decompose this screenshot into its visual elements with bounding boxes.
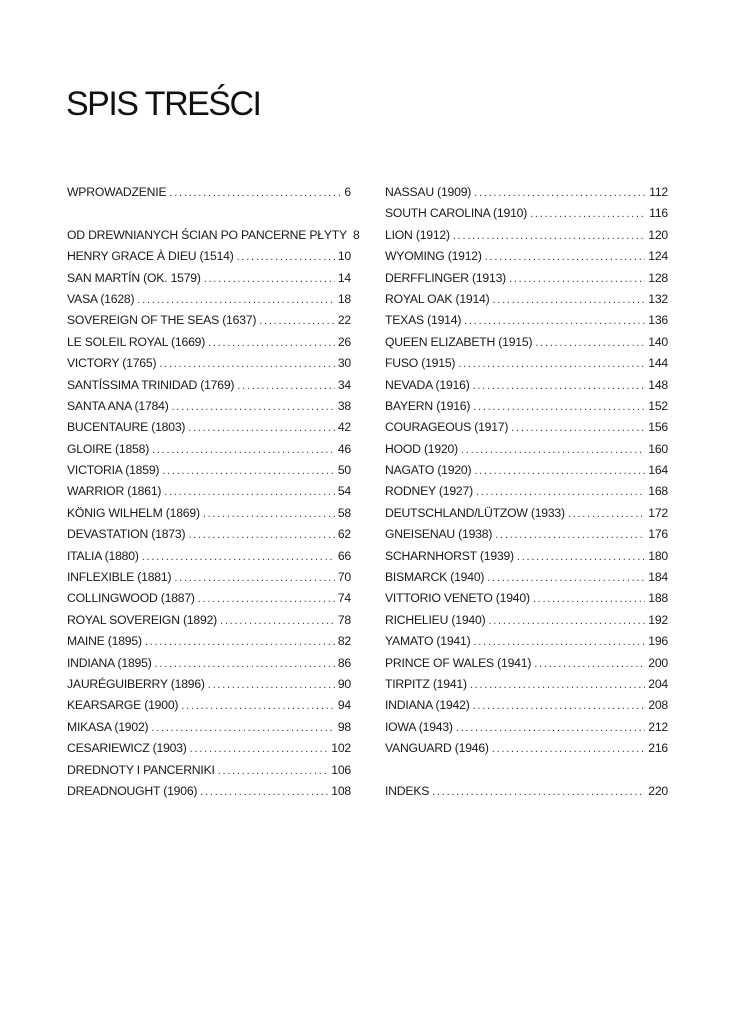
- toc-entry-page-number: 212: [648, 719, 668, 734]
- toc-entry-page-number: 10: [337, 249, 351, 264]
- toc-entry-page-number: 82: [337, 634, 351, 649]
- toc-entry: [67, 185, 351, 206]
- toc-entry-title: FUSO (1915): [385, 356, 456, 371]
- dot-leader: [169, 187, 341, 199]
- toc-entry-title: LION (1912): [385, 227, 450, 242]
- dot-leader: [530, 208, 646, 220]
- toc-entry-page-number: 156: [648, 420, 668, 435]
- toc-entry-title: GLOIRE (1858): [67, 441, 150, 456]
- dot-leader: [461, 444, 645, 456]
- toc-entry-page-number: 168: [648, 484, 668, 499]
- toc-entry-title: HOOD (1920): [385, 441, 458, 456]
- toc-entry: [67, 399, 351, 420]
- toc-entry-title: QUEEN ELIZABETH (1915): [385, 334, 533, 349]
- toc-entry-page-number: 124: [648, 249, 668, 264]
- toc-entry: [67, 335, 351, 356]
- toc-entry: [67, 463, 351, 484]
- toc-entry-page-number: 164: [648, 463, 668, 478]
- toc-entry: [67, 763, 351, 784]
- dot-leader: [190, 743, 329, 755]
- toc-entry: [67, 271, 351, 292]
- toc-entry-page-number: 30: [337, 356, 351, 371]
- toc-entry: [67, 656, 351, 677]
- toc-entry-title: INDEKS: [385, 783, 430, 798]
- toc-entry-title: VITTORIO VENETO (1940): [385, 591, 530, 606]
- dot-leader: [164, 486, 335, 498]
- dot-leader: [152, 444, 335, 456]
- toc-entry-page-number: 106: [331, 762, 351, 777]
- toc-entry: [385, 185, 668, 206]
- toc-entry: [385, 591, 668, 612]
- toc-entry-page-number: 116: [649, 206, 668, 221]
- toc-entry: [385, 506, 668, 527]
- toc-entry-title: COLLINGWOOD (1887): [67, 591, 195, 606]
- dot-leader: [142, 551, 335, 563]
- toc-entry-page-number: 160: [648, 441, 668, 456]
- toc-entry-page-number: 66: [337, 548, 351, 563]
- dot-leader: [151, 722, 334, 734]
- dot-leader: [204, 273, 335, 285]
- toc-entry: [385, 206, 668, 227]
- toc-entry-page-number: 78: [337, 612, 351, 627]
- toc-entry: [385, 335, 668, 356]
- toc-entry-title: DREDNOTY I PANCERNIKI: [67, 762, 215, 777]
- toc-entry-title: MAINE (1895): [67, 634, 142, 649]
- dot-leader: [198, 593, 335, 605]
- dot-leader: [208, 679, 335, 691]
- toc-entry-page-number: 18: [337, 291, 351, 306]
- toc-entry-title: WARRIOR (1861): [67, 484, 162, 499]
- toc-entry: [67, 227, 360, 249]
- dot-leader: [495, 529, 645, 541]
- toc-entry: [67, 698, 351, 719]
- toc-entry-page-number: 140: [648, 334, 668, 349]
- toc-entry-title: DERFFLINGER (1913): [385, 270, 507, 285]
- toc-entry: [385, 313, 668, 334]
- toc-entry: [385, 698, 668, 719]
- dot-leader: [453, 230, 645, 242]
- toc-entry-title: DREADNOUGHT (1906): [67, 783, 198, 798]
- toc-entry: [67, 677, 351, 698]
- toc-entry: [385, 463, 668, 484]
- toc-entry-page-number: 74: [337, 591, 351, 606]
- toc-entry-page-number: 112: [649, 185, 668, 199]
- toc-entry: [67, 613, 351, 634]
- dot-leader: [188, 422, 335, 434]
- toc-entry-page-number: 58: [337, 505, 351, 520]
- toc-entry-title: SANTA ANA (1784): [67, 398, 169, 413]
- dot-leader: [473, 636, 645, 648]
- toc-entry-page-number: 50: [337, 463, 351, 478]
- toc-entry-title: ROYAL SOVEREIGN (1892): [67, 612, 218, 627]
- dot-leader: [137, 294, 334, 306]
- toc-entry: [67, 570, 351, 591]
- dot-leader: [188, 529, 335, 541]
- toc-entry-title: RICHELIEU (1940): [385, 612, 486, 627]
- toc-entry: [67, 292, 351, 313]
- toc-entry: [385, 720, 668, 741]
- dot-leader: [155, 658, 335, 670]
- toc-entry-title: TEXAS (1914): [385, 313, 462, 328]
- toc-entry-page-number: 172: [648, 505, 668, 520]
- toc-entry-title: HENRY GRACE À DIEU (1514): [67, 249, 234, 264]
- dot-leader: [470, 679, 645, 691]
- dot-leader: [509, 273, 645, 285]
- toc-entry-page-number: 6: [344, 185, 351, 199]
- toc-entry-page-number: 136: [648, 313, 668, 328]
- dot-leader: [476, 486, 645, 498]
- toc-entry-page-number: 200: [648, 655, 668, 670]
- toc-entry: [385, 656, 668, 677]
- toc-entry-title: ITALIA (1880): [67, 548, 139, 563]
- toc-entry-page-number: 22: [337, 313, 351, 328]
- toc-entry-title: NEVADA (1916): [385, 377, 470, 392]
- toc-entry-page-number: 14: [337, 270, 351, 285]
- toc-entry: [67, 720, 351, 741]
- toc-entry-title: DEVASTATION (1873): [67, 527, 186, 542]
- toc-entry-title: PRINCE OF WALES (1941): [385, 655, 532, 670]
- dot-leader: [181, 700, 335, 712]
- toc-entry: [67, 591, 351, 612]
- toc-entry-page-number: 98: [337, 719, 351, 734]
- toc-entry: [67, 442, 351, 463]
- dot-leader: [203, 508, 335, 520]
- toc-entry: [385, 784, 668, 805]
- dot-leader: [534, 658, 645, 670]
- toc-entry-title: CESARIEWICZ (1903): [67, 741, 187, 756]
- toc-entry-page-number: 90: [337, 676, 351, 691]
- dot-leader: [464, 315, 645, 327]
- dot-leader: [237, 251, 335, 263]
- toc-entry-title: RODNEY (1927): [385, 484, 473, 499]
- toc-entry-page-number: 216: [648, 741, 668, 756]
- dot-leader: [432, 786, 645, 798]
- toc-entry-title: NASSAU (1909): [385, 185, 472, 199]
- toc-entry-title: YAMATO (1941): [385, 634, 471, 649]
- toc-entry: [385, 442, 668, 463]
- toc-entry-page-number: 204: [648, 676, 668, 691]
- toc-entry-title: OD DREWNIANYCH ŚCIAN PO PANCERNE PŁYTY: [67, 227, 347, 242]
- toc-entry: [67, 506, 351, 527]
- dot-leader: [474, 187, 646, 199]
- toc-entry: [385, 570, 668, 591]
- toc-entry-title: INDIANA (1942): [385, 698, 470, 713]
- dot-leader: [220, 615, 335, 627]
- toc-entry-page-number: 54: [337, 484, 351, 499]
- dot-leader: [208, 337, 335, 349]
- toc-entry-page-number: 70: [337, 570, 351, 585]
- toc-entry-page-number: 148: [648, 377, 668, 392]
- toc-entry-page-number: 120: [648, 227, 668, 242]
- toc-entry-page-number: 192: [648, 612, 668, 627]
- toc-entry-page-number: 180: [648, 548, 668, 563]
- toc-entry: [67, 378, 351, 399]
- toc-entry-title: KEARSARGE (1900): [67, 698, 179, 713]
- toc-entry-page-number: 8: [352, 227, 360, 242]
- toc-entry-page-number: 38: [337, 398, 351, 413]
- toc-entry-title: SOUTH CAROLINA (1910): [385, 206, 528, 221]
- toc-entry: [385, 420, 668, 441]
- dot-leader: [458, 358, 645, 370]
- toc-entry-title: VANGUARD (1946): [385, 741, 489, 756]
- dot-leader: [474, 465, 645, 477]
- toc-entry-title: NAGATO (1920): [385, 463, 472, 478]
- toc-entry: [385, 677, 668, 698]
- toc-entry: [67, 784, 351, 805]
- toc-entry-title: KÖNIG WILHELM (1869): [67, 505, 200, 520]
- page-title: SPIS TREŚCI: [66, 85, 261, 123]
- dot-leader: [493, 294, 646, 306]
- toc-entry-title: BAYERN (1916): [385, 398, 471, 413]
- toc-entry-title: IOWA (1943): [385, 719, 453, 734]
- toc-entry: [385, 527, 668, 548]
- dot-leader: [535, 337, 645, 349]
- toc-entry-page-number: 102: [331, 741, 351, 756]
- toc-entry-page-number: 132: [648, 291, 668, 306]
- toc-entry-page-number: 196: [648, 634, 668, 649]
- toc-entry-page-number: 86: [337, 655, 351, 670]
- toc-entry-page-number: 42: [337, 420, 351, 435]
- toc-entry: [385, 292, 668, 313]
- toc-entry-page-number: 128: [648, 270, 668, 285]
- dot-leader: [200, 786, 328, 798]
- toc-entry-title: SCHARNHORST (1939): [385, 548, 514, 563]
- dot-leader: [174, 572, 335, 584]
- toc-entry-title: MIKASA (1902): [67, 719, 149, 734]
- toc-entry-title: SOVEREIGN OF THE SEAS (1637): [67, 313, 257, 328]
- toc-entry-page-number: 188: [648, 591, 668, 606]
- toc-entry-title: VASA (1628): [67, 291, 135, 306]
- toc-entry-title: BISMARCK (1940): [385, 570, 485, 585]
- dot-leader: [237, 380, 335, 392]
- dot-leader: [159, 358, 335, 370]
- toc-entry-title: SANTÍSSIMA TRINIDAD (1769): [67, 377, 235, 392]
- toc-entry: [67, 741, 351, 762]
- toc-entry: [67, 356, 351, 377]
- toc-entry-title: TIRPITZ (1941): [385, 676, 467, 691]
- toc-entry-title: WPROWADZENIE: [67, 185, 167, 199]
- toc-entry-page-number: 46: [337, 441, 351, 456]
- toc-right-column: [385, 185, 668, 805]
- toc-entry: [385, 613, 668, 634]
- toc-entry-page-number: 220: [648, 783, 668, 798]
- dot-leader: [259, 315, 335, 327]
- toc-entry: [67, 527, 351, 548]
- toc-entry: [385, 634, 668, 655]
- dot-leader: [473, 401, 645, 413]
- dot-leader: [568, 508, 645, 520]
- toc-entry-title: DEUTSCHLAND/LÜTZOW (1933): [385, 505, 565, 520]
- toc-entry-title: VICTORIA (1859): [67, 463, 160, 478]
- dot-leader: [511, 422, 645, 434]
- toc-left-column: [67, 185, 360, 805]
- toc-entry-page-number: 144: [648, 356, 668, 371]
- toc-entry: [385, 549, 668, 570]
- toc-entry-page-number: 176: [648, 527, 668, 542]
- toc-entry: [385, 228, 668, 249]
- toc-entry: [385, 741, 668, 762]
- toc-entry-page-number: 152: [648, 398, 668, 413]
- toc-entry-page-number: 34: [337, 377, 351, 392]
- toc-entry-page-number: 26: [337, 334, 351, 349]
- dot-leader: [488, 615, 645, 627]
- toc-entry-page-number: 108: [331, 783, 351, 798]
- toc-entry-page-number: 94: [337, 698, 351, 713]
- dot-leader: [145, 636, 335, 648]
- toc-entry-page-number: 62: [337, 527, 351, 542]
- dot-leader: [517, 551, 645, 563]
- dot-leader: [172, 401, 335, 413]
- toc-entry-title: LE SOLEIL ROYAL (1669): [67, 334, 206, 349]
- dot-leader: [218, 765, 329, 777]
- toc-entry-title: COURAGEOUS (1917): [385, 420, 509, 435]
- toc-entry: [67, 634, 351, 655]
- toc-entry: [385, 378, 668, 399]
- toc-entry-title: INDIANA (1895): [67, 655, 152, 670]
- toc-entry-title: VICTORY (1765): [67, 356, 157, 371]
- toc-entry: [67, 313, 351, 334]
- dot-leader: [533, 593, 645, 605]
- dot-leader: [485, 251, 646, 263]
- toc-entry: [67, 249, 351, 270]
- toc-entry: [385, 249, 668, 270]
- toc-entry-page-number: 184: [648, 570, 668, 585]
- dot-leader: [456, 722, 645, 734]
- toc-entry-title: BUCENTAURE (1803): [67, 420, 186, 435]
- toc-entry-title: JAURÉGUIBERRY (1896): [67, 676, 205, 691]
- toc-entry: [67, 420, 351, 441]
- toc-entry-title: ROYAL OAK (1914): [385, 291, 490, 306]
- toc-entry-title: GNEISENAU (1938): [385, 527, 493, 542]
- toc-entry: [67, 484, 351, 505]
- toc-entry: [385, 356, 668, 377]
- dot-leader: [473, 700, 646, 712]
- toc-entry: [67, 549, 351, 570]
- toc-entry-title: SAN MARTÍN (OK. 1579): [67, 270, 201, 285]
- toc-entry: [385, 484, 668, 505]
- dot-leader: [492, 743, 645, 755]
- toc-entry: [385, 399, 668, 420]
- toc-entry-page-number: 208: [648, 698, 668, 713]
- dot-leader: [162, 465, 335, 477]
- dot-leader: [473, 380, 646, 392]
- toc-entry-title: INFLEXIBLE (1881): [67, 570, 172, 585]
- dot-leader: [487, 572, 645, 584]
- toc-entry: [385, 271, 668, 292]
- toc-entry-title: WYOMING (1912): [385, 249, 482, 264]
